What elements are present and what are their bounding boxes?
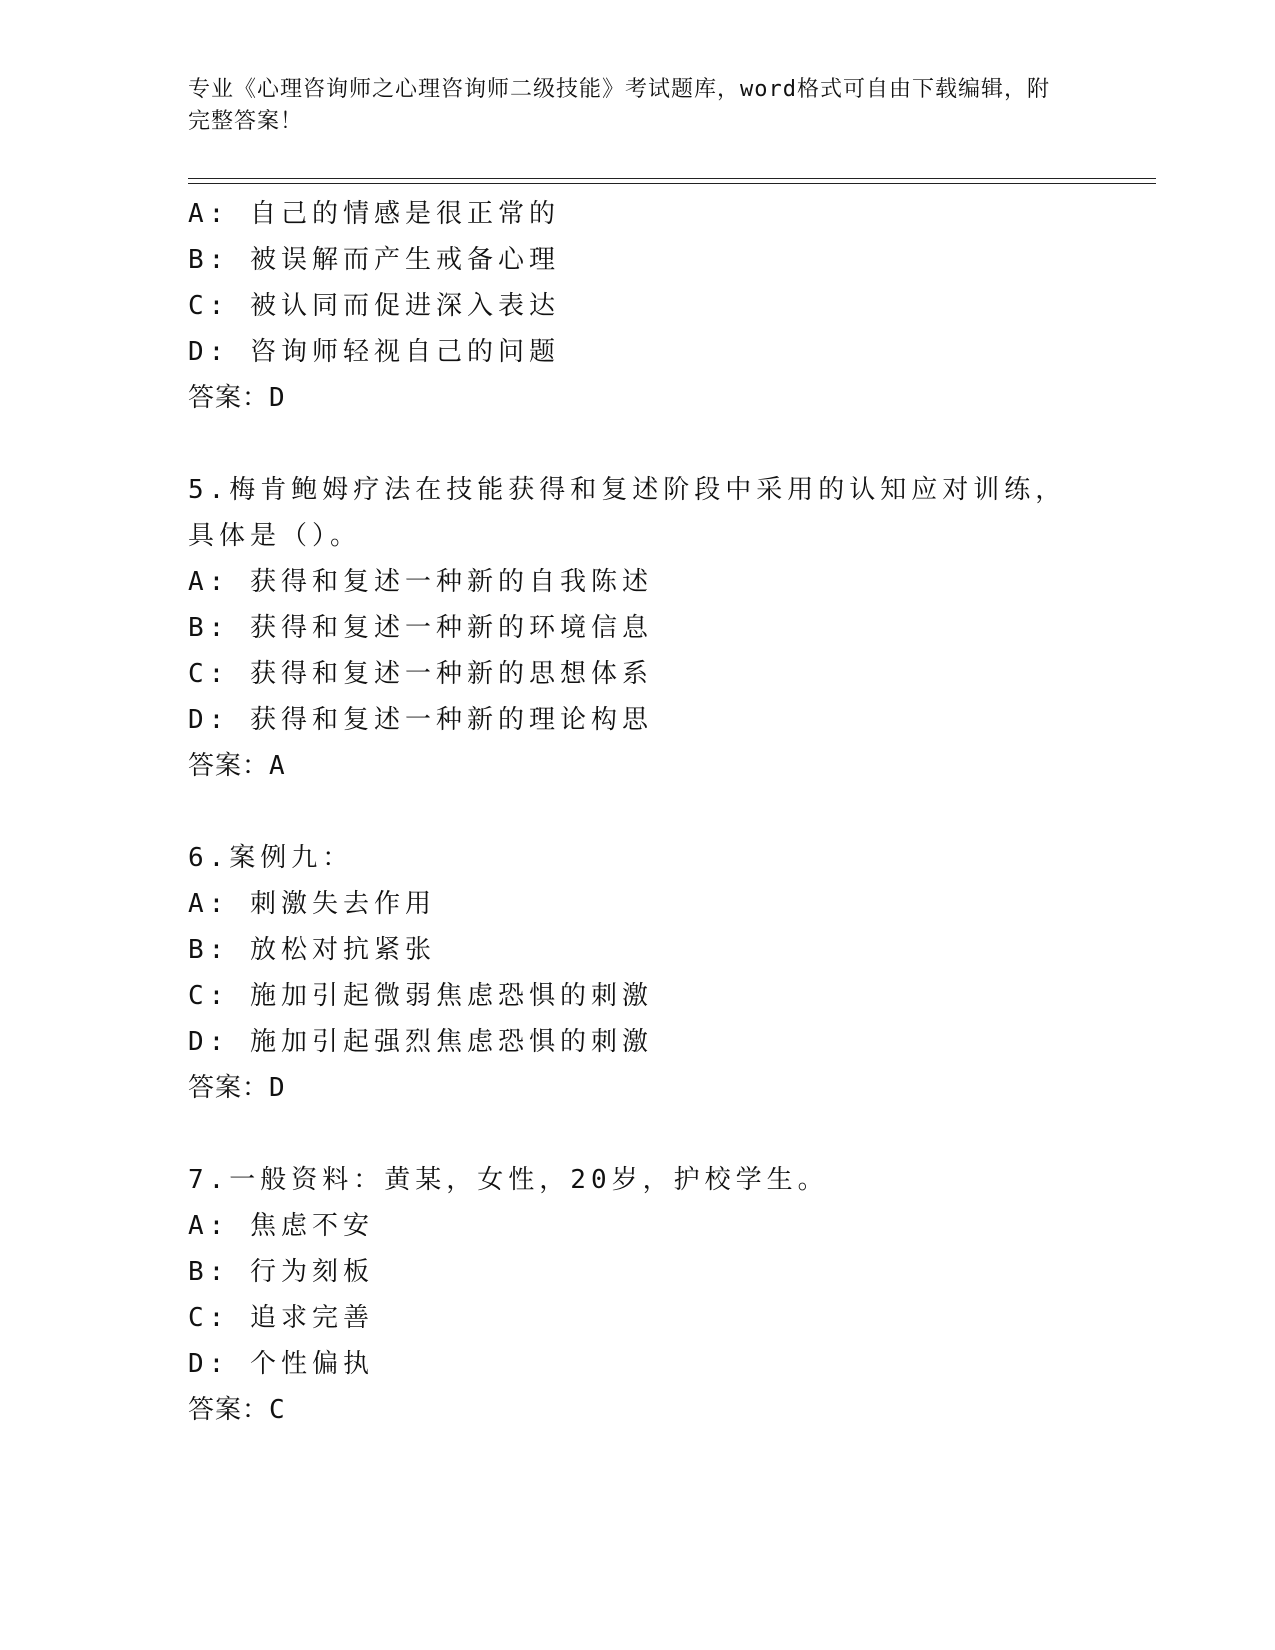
option-b: B: 放松对抗紧张 bbox=[188, 935, 436, 965]
question-text: 7.一般资料：黄某，女性，20岁，护校学生。 bbox=[188, 1165, 829, 1195]
question-text: 6.案例九： bbox=[188, 843, 354, 873]
option-a: A: 自己的情感是很正常的 bbox=[188, 199, 560, 229]
spacer bbox=[188, 789, 1088, 835]
option-d: D: 咨询师轻视自己的问题 bbox=[188, 337, 560, 367]
document-header: 专业《心理咨询师之心理咨询师二级技能》考试题库，word格式可自由下载编辑，附完整答案！ bbox=[188, 77, 1050, 134]
header-rule-bottom bbox=[188, 183, 1156, 184]
question-block-4 bbox=[188, 191, 1088, 421]
question-list bbox=[188, 191, 1088, 1433]
option-d: D: 施加引起强烈焦虑恐惧的刺激 bbox=[188, 1027, 653, 1057]
option-c: C: 被认同而促进深入表达 bbox=[188, 291, 560, 321]
option-c: C: 施加引起微弱焦虑恐惧的刺激 bbox=[188, 981, 653, 1011]
header-rule-top bbox=[188, 178, 1156, 179]
option-a: A: 焦虑不安 bbox=[188, 1211, 374, 1241]
spacer bbox=[188, 1111, 1088, 1157]
answer: 答案：D bbox=[188, 1073, 286, 1103]
option-c: C: 获得和复述一种新的思想体系 bbox=[188, 659, 653, 689]
option-d: D: 获得和复述一种新的理论构思 bbox=[188, 705, 653, 735]
question-block-7 bbox=[188, 1157, 1088, 1433]
question-block-6 bbox=[188, 835, 1088, 1111]
option-b: B: 获得和复述一种新的环境信息 bbox=[188, 613, 653, 643]
option-a: A: 刺激失去作用 bbox=[188, 889, 436, 919]
answer: 答案：D bbox=[188, 383, 286, 413]
question-block-5 bbox=[188, 467, 1088, 789]
option-b: B: 行为刻板 bbox=[188, 1257, 374, 1287]
answer: 答案：C bbox=[188, 1395, 286, 1425]
option-d: D: 个性偏执 bbox=[188, 1349, 374, 1379]
answer: 答案：A bbox=[188, 751, 286, 781]
spacer bbox=[188, 421, 1088, 467]
option-a: A: 获得和复述一种新的自我陈述 bbox=[188, 567, 653, 597]
question-text: 5.梅肯鲍姆疗法在技能获得和复述阶段中采用的认知应对训练，具体是（）。 bbox=[188, 475, 1067, 551]
option-b: B: 被误解而产生戒备心理 bbox=[188, 245, 560, 275]
option-c: C: 追求完善 bbox=[188, 1303, 374, 1333]
